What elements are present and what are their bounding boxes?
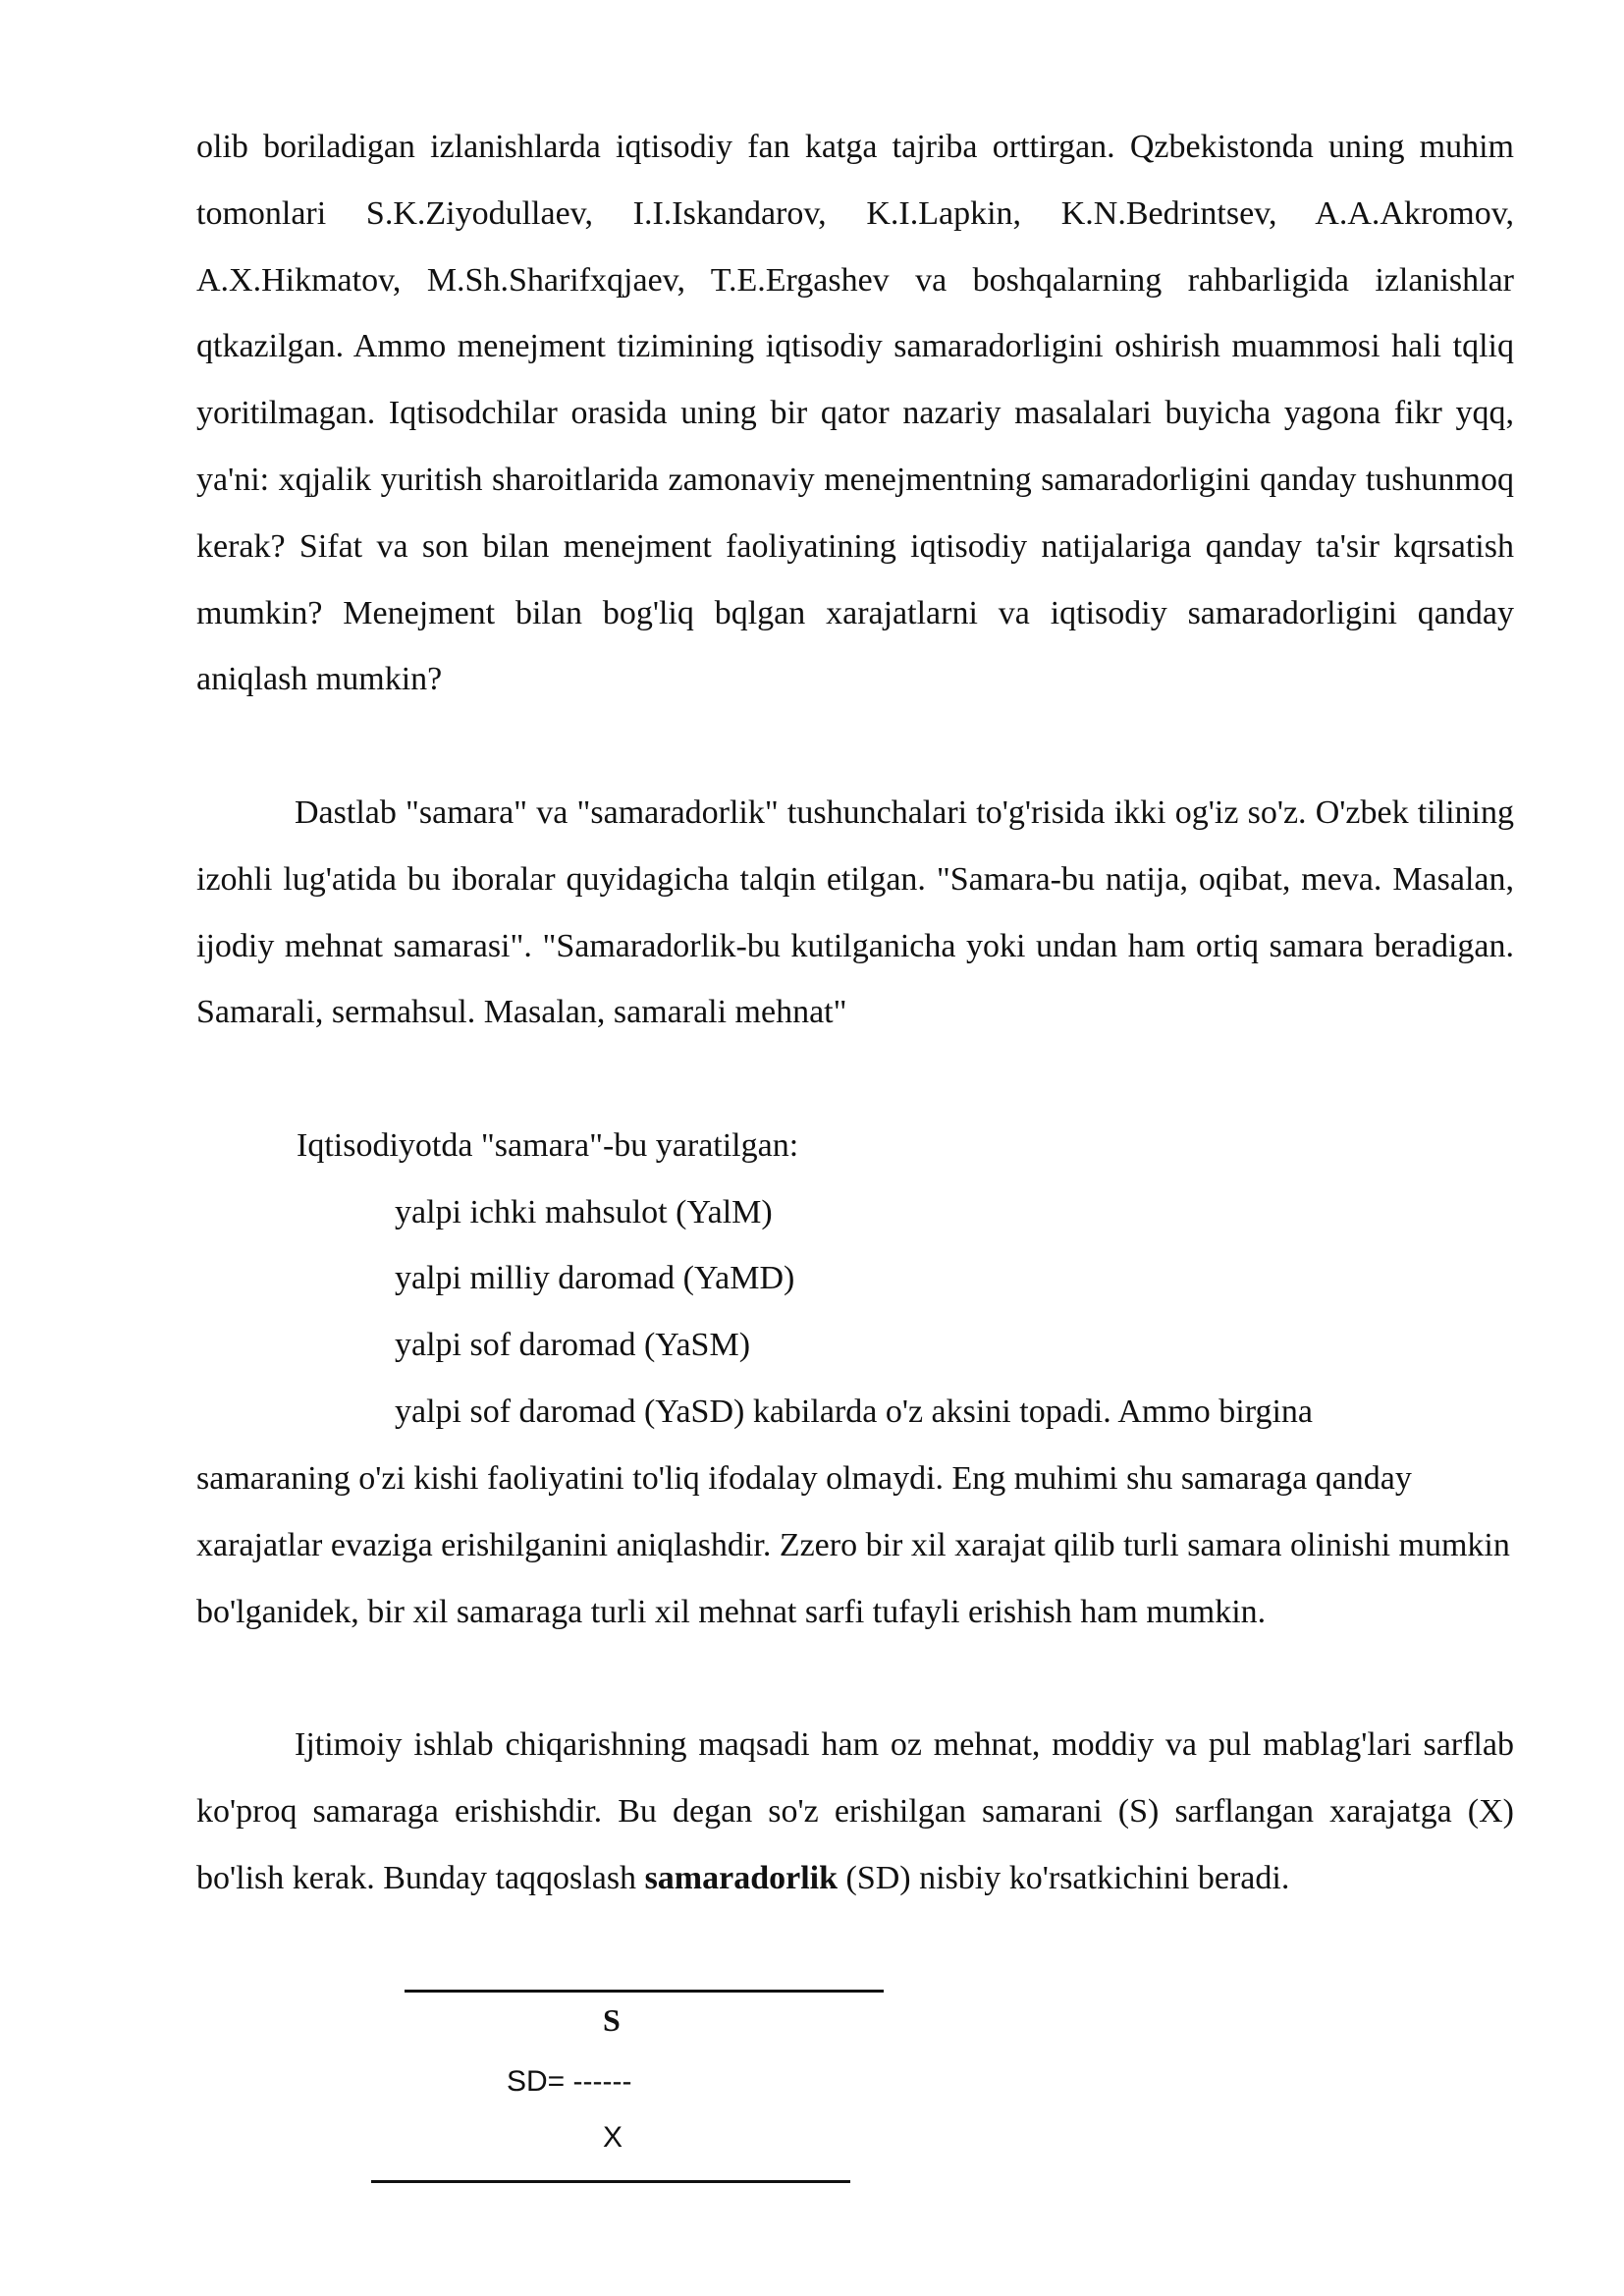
- paragraph-efficiency-definition: [196, 1712, 1514, 1911]
- paragraph-samara-intro: Iqtisodiyotda "samara"-bu yaratilgan:: [297, 1127, 799, 1164]
- formula-numerator: S: [603, 2002, 621, 2038]
- list-item-yalm: yalpi ichki mahsulot (YalM): [395, 1194, 773, 1230]
- paragraph-text-before-bold: Ijtimoiy ishlab chiqarishning maqsadi ham oz mehnat, moddiy va pul mablag'lari sarflab ko'proq samaraga erishishdir. Bu degan so'z erishilgan samarani (S) sarflangan xarajatga (X) bo'lish kerak. Bunday taqqoslash: [196, 1726, 1514, 1896]
- list-item-yasm: yalpi sof daromad (YaSM): [395, 1327, 751, 1363]
- paragraph-literature-review: olib boriladigan izlanishlarda iqtisodiy fan katga tajriba orttirgan. Qzbekistonda uning muhim tomonlari S.K.Ziyodullaev, I.I.Iskandarov, K.I.Lapkin, K.N.Bedrintsev, A.A.Akromov, A.X.Hikmatov, M.Sh.Sharifxqjaev, T.E.Ergashev va boshqalarning rahbarligida izlanishlar qtkazilgan. Ammo menejment tizimining iqtisodiy samaradorligini oshirish muammosi hali tqliq yoritilmagan. Iqtisodchilar orasida uning bir qator nazariy masalalari buyicha yagona fikr yqq, ya'ni: xqjalik yuritish sharoitlarida zamonaviy menejmentning samaradorligini qanday tushunmoq kerak? Sifat va son bilan menejment faoliyatining iqtisodiy natijalariga qanday ta'sir kqrsatish mumkin? Menejment bilan bog'liq bqlgan xarajatlarni va iqtisodiy samaradorligini qanday aniqlash mumkin?: [196, 129, 1514, 698]
- formula-bottom-rule: [371, 2180, 850, 2183]
- term-samaradorlik: samaradorlik: [644, 1859, 839, 1896]
- paragraph-effect-costs: samaraning o'zi kishi faoliyatini to'liq ifodalay olmaydi. Eng muhimi shu samaraga qanday xarajatlar evaziga erishilganini aniqlashdir. Zzero bir xil xarajat qilib turli samara olinishi mumkin bo'lganidek, bir xil samaraga turli xil mehnat sarfi tufayli erishish ham mumkin.: [196, 1460, 1510, 1630]
- formula-denominator: X: [603, 2121, 623, 2154]
- formula-top-rule: [405, 1990, 884, 1993]
- list-item-yamd: yalpi milliy daromad (YaMD): [395, 1260, 795, 1296]
- list-item-yasd: yalpi sof daromad (YaSD) kabilarda o'z aksini topadi. Ammo birgina: [395, 1394, 1313, 1430]
- formula-lhs: SD= ------: [507, 2065, 632, 2098]
- paragraph-text-after-bold: (SD) nisbiy ko'rsatkichini beradi.: [845, 1859, 1290, 1896]
- paragraph-definitions: Dastlab "samara" va "samaradorlik" tushunchalari to'g'risida ikki og'iz so'z. O'zbek tilining izohli lug'atida bu iboralar quyidagicha talqin etilgan. "Samara-bu natija, oqibat, meva. Masalan, ijodiy mehnat samarasi". "Samaradorlik-bu kutilganicha yoki undan ham ortiq samara beradigan. Samarali, sermahsul. Masalan, samarali mehnat": [196, 794, 1514, 1031]
